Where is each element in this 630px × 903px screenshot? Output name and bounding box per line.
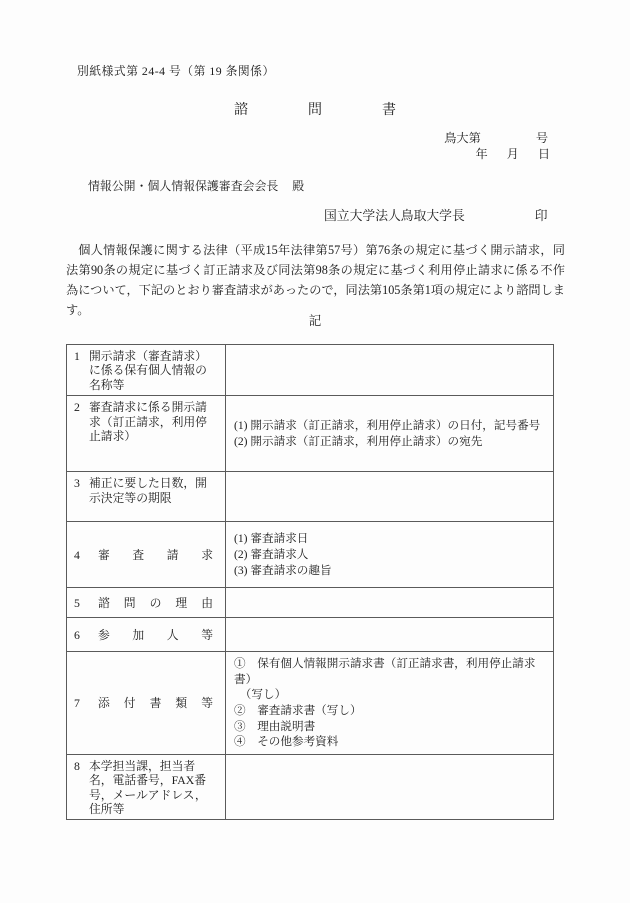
row-heading-cell bbox=[67, 396, 226, 472]
content-line: (1) 開示請求（訂正請求，利用停止請求）の日付，記号番号 bbox=[234, 419, 541, 433]
row-content-cell bbox=[226, 522, 554, 588]
row-heading-cell bbox=[67, 618, 226, 652]
content-line: ② 審査請求書（写し） bbox=[234, 704, 362, 717]
doc-number-suffix: 号 bbox=[535, 131, 548, 145]
row-content-cell bbox=[226, 396, 554, 472]
row-heading-cell bbox=[67, 472, 226, 522]
content-line: ① 保有個人情報開示請求書（訂正請求書，利用停止請求書） bbox=[234, 657, 536, 686]
row-number: 4 bbox=[74, 548, 80, 563]
table-row-2 bbox=[67, 396, 554, 472]
row-label: 諮問の理由 bbox=[98, 596, 213, 611]
row-number: 3 bbox=[74, 476, 80, 491]
table-row-4 bbox=[67, 522, 554, 588]
row-label: 本学担当課，担当者名，電話番号，FAX番号，メールアドレス，住所等 bbox=[89, 758, 207, 816]
sender-name: 国立大学法人鳥取大学長 bbox=[324, 209, 465, 223]
row-number: 6 bbox=[74, 628, 80, 643]
content-line: ③ 理由説明書 bbox=[234, 719, 316, 733]
seal-mark: 印 bbox=[534, 209, 548, 223]
row-number: 8 bbox=[74, 758, 80, 773]
row-label: 参加人等 bbox=[98, 628, 213, 643]
content-line: ④ その他参考資料 bbox=[234, 735, 339, 749]
row-number: 5 bbox=[74, 596, 80, 611]
table-row-6 bbox=[67, 618, 554, 652]
date-year-label: 年 bbox=[475, 147, 488, 161]
doc-number-line bbox=[444, 129, 548, 146]
consultation-table bbox=[66, 344, 554, 820]
addressee-line bbox=[88, 177, 304, 194]
row-label: 補正に要した日数，開示決定等の期限 bbox=[89, 476, 207, 505]
record-marker-row bbox=[0, 311, 630, 329]
addressee-honorific: 殿 bbox=[292, 179, 305, 193]
row-label: 審査請求 bbox=[98, 548, 213, 563]
content-line: (3) 審査請求の趣旨 bbox=[234, 563, 332, 577]
row-label: 審査請求に係る開示請求（訂正請求，利用停止請求） bbox=[89, 400, 207, 444]
table-row-7 bbox=[67, 652, 554, 755]
date-day-label: 日 bbox=[537, 147, 550, 161]
row-heading-cell bbox=[67, 754, 226, 820]
table-row-1 bbox=[67, 345, 554, 396]
row-content-cell bbox=[226, 652, 554, 755]
row-number: 7 bbox=[74, 696, 80, 711]
row-heading-cell bbox=[67, 652, 226, 755]
row-label: 添付書類等 bbox=[98, 696, 213, 711]
row-heading-cell bbox=[67, 345, 226, 396]
row-heading-cell bbox=[67, 588, 226, 618]
row-heading-cell bbox=[67, 522, 226, 588]
table-row-8 bbox=[67, 754, 554, 820]
row-number: 2 bbox=[74, 400, 80, 415]
row-content-cell-empty bbox=[226, 588, 554, 618]
content-line: (2) 開示請求（訂正請求，利用停止請求）の宛先 bbox=[234, 434, 483, 448]
row-label: 開示請求（審査請求）に係る保有個人情報の名称等 bbox=[89, 349, 207, 392]
table-row-3 bbox=[67, 472, 554, 522]
document-title-row bbox=[0, 99, 630, 119]
row-content-cell-empty bbox=[226, 345, 554, 396]
date-line bbox=[475, 145, 550, 162]
doc-number-prefix: 鳥大第 bbox=[444, 131, 481, 145]
row-content-cell-empty bbox=[226, 472, 554, 522]
content-line: (1) 審査請求日 bbox=[234, 532, 309, 546]
table-row-5 bbox=[67, 588, 554, 618]
date-month-label: 月 bbox=[506, 147, 519, 161]
body-paragraph: 個人情報保護に関する法律（平成15年法律第57号）第76条の規定に基づく開示請求，同法第90条の規定に基づく訂正請求及び同法第98条の規定に基づく利用停止請求に係る不作為について，下記のとおり審査請求があったので，同法第105条第1項の規定により諮問します。 bbox=[66, 243, 565, 317]
row-content-cell-empty bbox=[226, 754, 554, 820]
row-content-cell-empty bbox=[226, 618, 554, 652]
content-line: （写し） bbox=[234, 688, 287, 702]
content-line: (2) 審査請求人 bbox=[234, 547, 309, 561]
document-title: 諮問書 bbox=[234, 103, 456, 118]
row-number: 1 bbox=[74, 349, 80, 363]
addressee-name: 情報公開・個人情報保護審査会会長 bbox=[88, 179, 279, 193]
form-number: 別紙様式第 24-4 号（第 19 条関係） bbox=[77, 64, 275, 78]
record-marker: 記 bbox=[308, 314, 322, 328]
sender-line bbox=[324, 205, 548, 224]
